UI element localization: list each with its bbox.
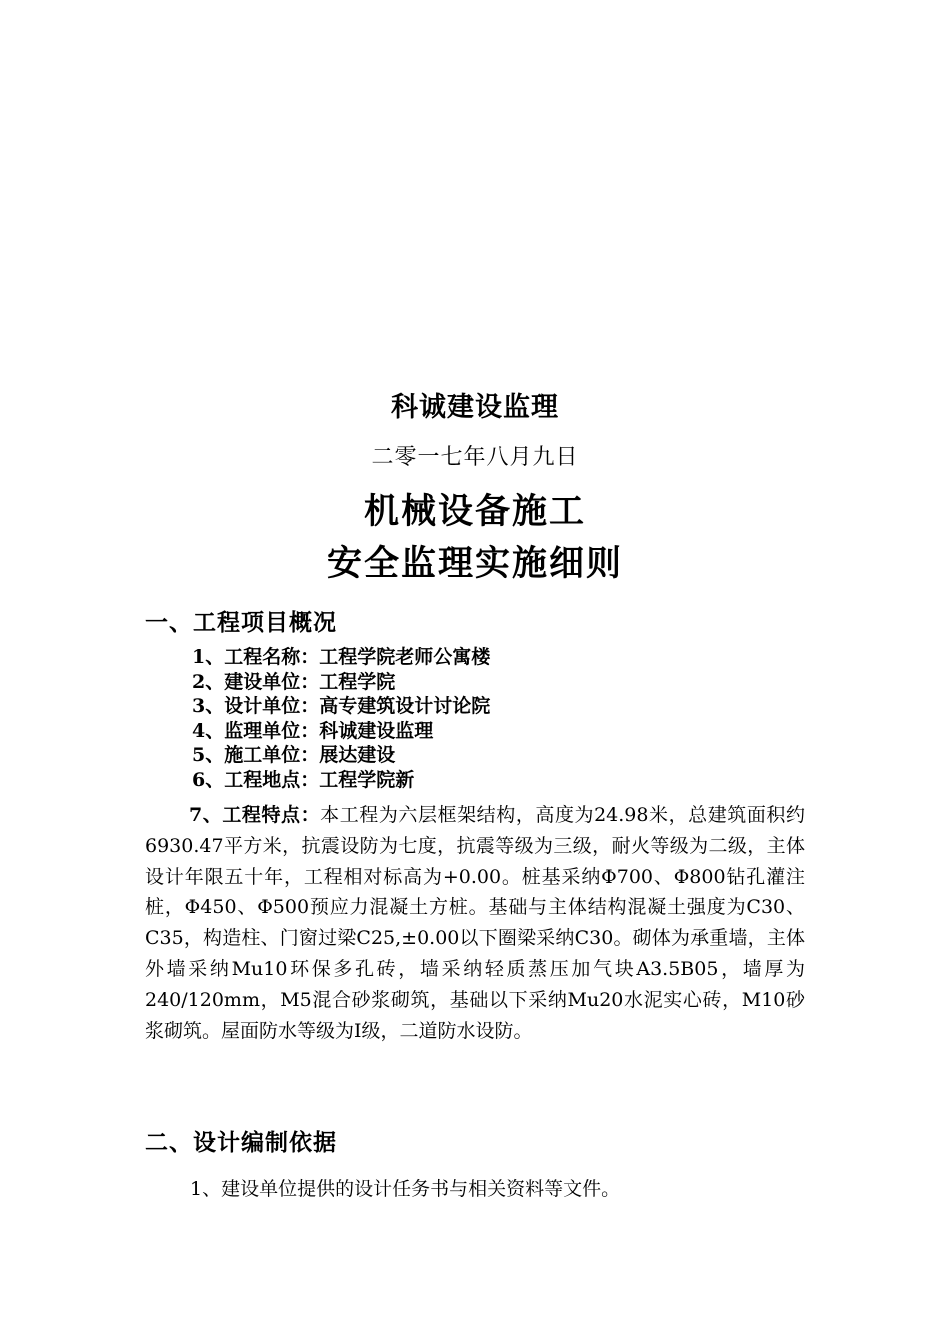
list-item: 2、建设单位：工程学院 xyxy=(192,670,396,693)
list-item: 6、工程地点：工程学院新 xyxy=(192,768,415,791)
list-item: 4、监理单位：科诚建设监理 xyxy=(192,719,434,742)
list-item: 3、设计单位：高专建筑设计讨论院 xyxy=(192,695,491,717)
project-info-list xyxy=(192,645,490,792)
document-title-line-1: 机械设备施工 xyxy=(363,491,586,532)
section-heading-project-overview: 一、工程项目概况 xyxy=(145,609,337,636)
project-features-paragraph xyxy=(145,800,805,1046)
section-heading-design-basis: 二、设计编制依据 xyxy=(145,1129,337,1156)
document-date: 二零一七年八月九日 xyxy=(371,445,579,470)
features-text: 本工程为六层框架结构，高度为24.98米，总建筑面积约6930.47平方米，抗震设防为七度，抗震等级为三级，耐火等级为二级，主体设计年限五十年，工程相对标高为+0.00。桩基采纳Φ700、Φ800钻孔灌注桩，Φ450、Φ500预应力混凝土方桩。基础与主体结构混凝土强度为C30、C35，构造柱、门窗过梁C25,±0.00以下圈梁采纳C30。砌体为承重墙，主体外墙采纳Mu10环保多孔砖，墙采纳轻质蒸压加气块A3.5B05，墙厚为240/120mm，M5混合砂浆砌筑，基础以下采纳Mu20水泥实心砖，M10砂浆砌筑。屋面防水等级为Ⅰ级，二道防水设防。 xyxy=(145,804,805,1042)
features-label: 7、工程特点： xyxy=(189,804,321,826)
company-name: 科诚建设监理 xyxy=(391,392,559,423)
document-title-line-2: 安全监理实施细则 xyxy=(326,543,623,584)
list-item: 1、工程名称：工程学院老师公寓楼 xyxy=(192,646,491,668)
design-basis-item-1: 1、建设单位提供的设计任务书与相关资料等文件。 xyxy=(190,1178,621,1200)
list-item: 5、施工单位：展达建设 xyxy=(192,744,396,766)
